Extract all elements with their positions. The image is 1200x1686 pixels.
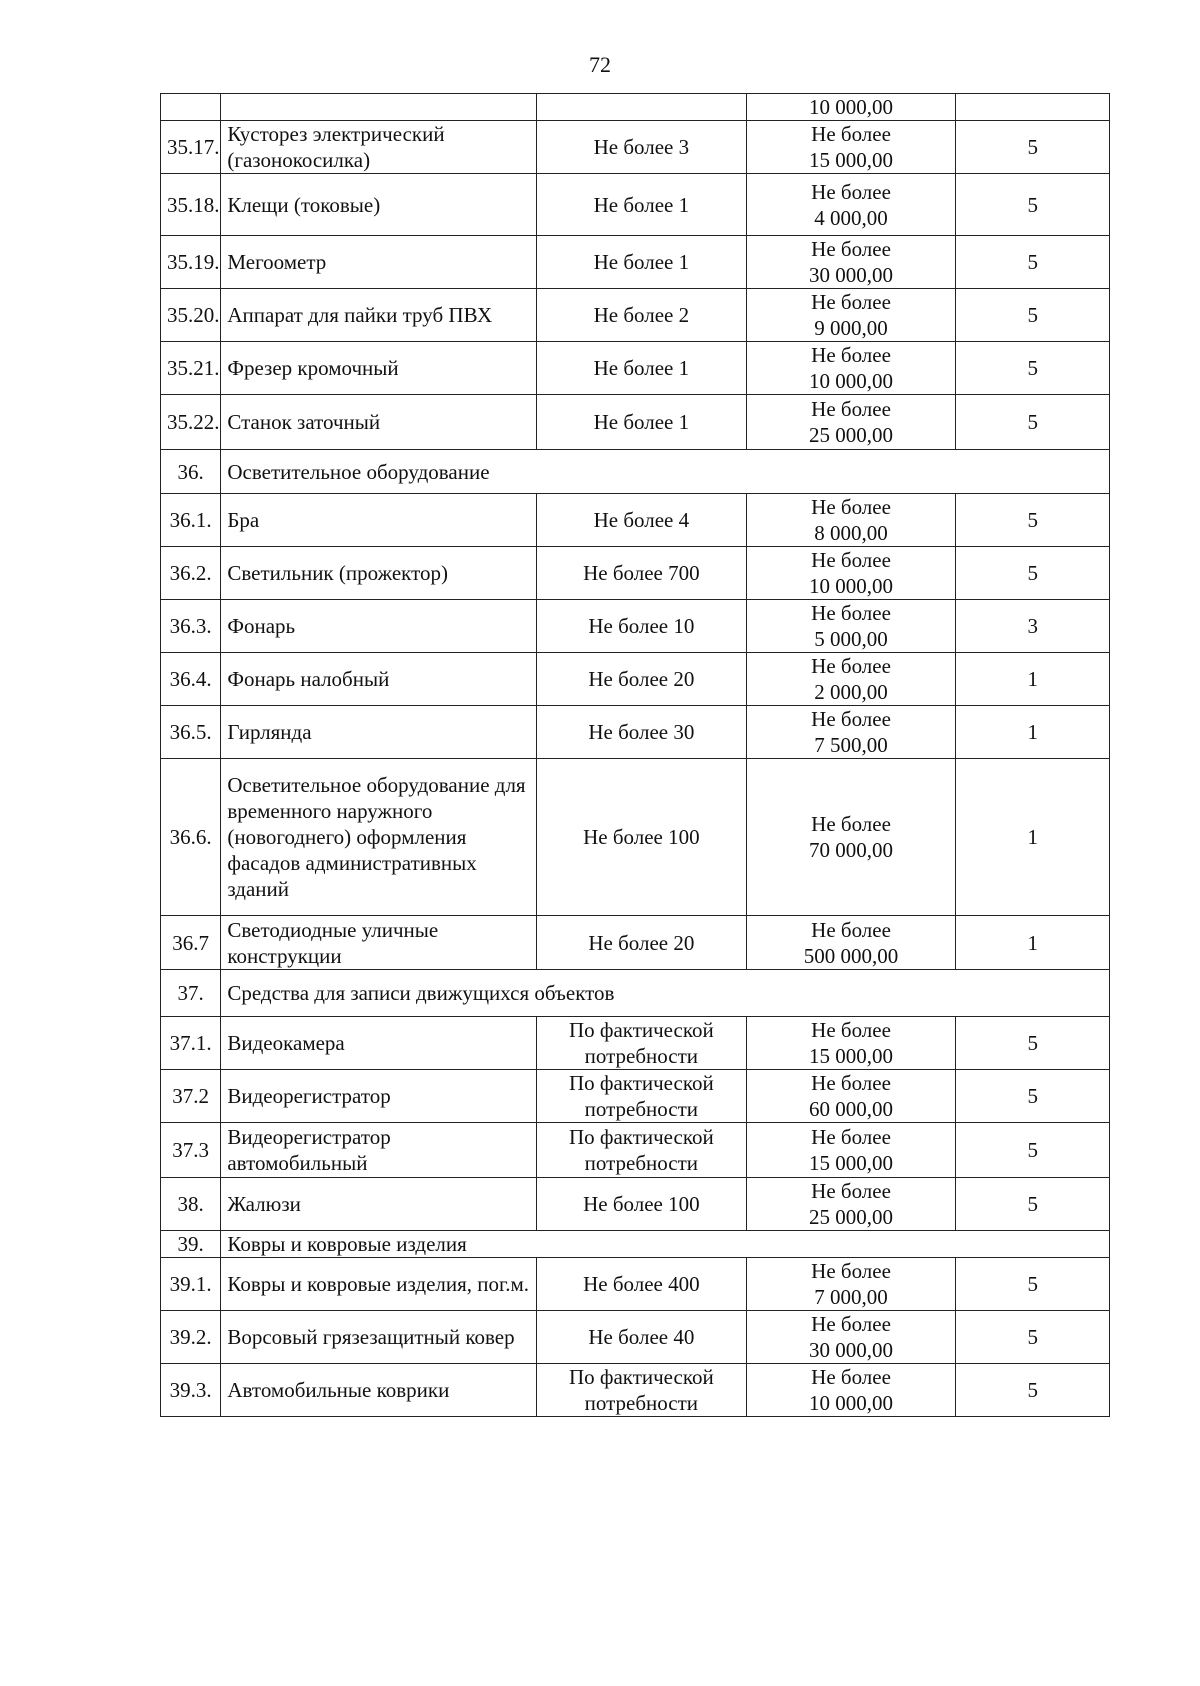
quantity-cell: Не более 20: [536, 653, 746, 706]
price-value: 15 000,00: [809, 1151, 894, 1175]
row-number-cell: 36.2.: [161, 547, 221, 600]
quantity-cell: Не более 4: [536, 494, 746, 547]
service-life-cell: 5: [956, 1123, 1110, 1178]
item-name-cell: Жалюзи: [221, 1178, 537, 1231]
item-name-cell: Фонарь: [221, 600, 537, 653]
price-value: 9 000,00: [814, 316, 888, 340]
price-prefix: Не более: [811, 397, 891, 421]
price-value: 7 000,00: [814, 1285, 888, 1309]
price-prefix: Не более: [811, 1018, 891, 1042]
item-row: [161, 1311, 1110, 1364]
service-life-cell: 1: [956, 653, 1110, 706]
item-name-cell: [221, 94, 537, 121]
quantity-cell: Не более 1: [536, 342, 746, 395]
price-cell: [746, 1070, 956, 1123]
norms-table-body: [161, 94, 1110, 1417]
service-life-cell: 1: [956, 916, 1110, 970]
section-row: [161, 970, 1110, 1017]
price-cell: [746, 289, 956, 342]
price-prefix: Не более: [811, 1071, 891, 1095]
item-name-cell: Автомобильные коврики: [221, 1364, 537, 1417]
item-row: [161, 600, 1110, 653]
price-cell: [746, 600, 956, 653]
row-number-cell: 35.20.: [161, 289, 221, 342]
item-row: [161, 706, 1110, 759]
item-name-cell: Фонарь налобный: [221, 653, 537, 706]
item-row: [161, 395, 1110, 450]
price-value: 4 000,00: [814, 205, 888, 230]
service-life-cell: 5: [956, 121, 1110, 174]
item-row: [161, 759, 1110, 916]
item-name-cell: Видеорегистратор автомобильный: [221, 1123, 537, 1178]
price-value: 15 000,00: [809, 148, 894, 172]
price-value: 10 000,00: [809, 1391, 894, 1415]
norms-table: [160, 93, 1110, 1417]
page-number: 72: [589, 52, 611, 77]
quantity-cell: Не более 100: [536, 759, 746, 916]
service-life-cell: 5: [956, 1017, 1110, 1070]
price-value: 8 000,00: [814, 521, 888, 545]
price-value: 7 500,00: [814, 733, 888, 757]
price-prefix: Не более: [811, 1312, 891, 1336]
price-value: 70 000,00: [809, 838, 894, 862]
item-name-cell: Фрезер кромочный: [221, 342, 537, 395]
item-row: [161, 494, 1110, 547]
row-number-cell: 37.3: [161, 1123, 221, 1178]
item-row: [161, 916, 1110, 970]
row-number-cell: 35.18.: [161, 174, 221, 236]
price-value: 30 000,00: [809, 1338, 894, 1362]
quantity-cell: По фактической потребности: [536, 1123, 746, 1178]
item-row: [161, 1017, 1110, 1070]
price-value: 30 000,00: [809, 263, 894, 287]
row-number-cell: 37.2: [161, 1070, 221, 1123]
quantity-cell: По фактической потребности: [536, 1364, 746, 1417]
price-prefix: Не более: [811, 495, 891, 519]
service-life-cell: 3: [956, 600, 1110, 653]
row-number-cell: 35.22.: [161, 395, 221, 450]
price-cell: [746, 916, 956, 970]
price-prefix: Не более: [811, 548, 891, 572]
quantity-cell: Не более 1: [536, 236, 746, 289]
item-row: [161, 1123, 1110, 1178]
quantity-cell: По фактической потребности: [536, 1070, 746, 1123]
row-number-cell: 35.19.: [161, 236, 221, 289]
item-name-cell: Кусторез электрический (газонокосилка): [221, 121, 537, 174]
price-value: 60 000,00: [809, 1097, 894, 1121]
section-title-cell: Средства для записи движущихся объектов: [221, 970, 1110, 1017]
price-cell: [746, 759, 956, 916]
row-number-cell: 36.1.: [161, 494, 221, 547]
item-name-cell: Ворсовый грязезащитный ковер: [221, 1311, 537, 1364]
quantity-cell: По фактической потребности: [536, 1017, 746, 1070]
price-prefix: Не более: [811, 1125, 891, 1149]
price-value: 15 000,00: [809, 1044, 894, 1068]
row-number-cell: 36.3.: [161, 600, 221, 653]
row-number-cell: 36.7: [161, 916, 221, 970]
section-title-cell: Ковры и ковровые изделия: [221, 1231, 1110, 1258]
quantity-cell: Не более 2: [536, 289, 746, 342]
service-life-cell: 1: [956, 759, 1110, 916]
price-cell: [746, 342, 956, 395]
quantity-cell: Не более 40: [536, 1311, 746, 1364]
price-value: 500 000,00: [803, 943, 899, 968]
service-life-cell: 5: [956, 174, 1110, 236]
price-value: 10 000,00: [809, 369, 894, 393]
price-cell: [746, 174, 956, 236]
service-life-cell: 5: [956, 395, 1110, 450]
service-life-cell: 1: [956, 706, 1110, 759]
item-row: [161, 1258, 1110, 1311]
item-name-cell: Аппарат для пайки труб ПВХ: [221, 289, 537, 342]
row-number-cell: [161, 94, 221, 121]
row-number-cell: 38.: [161, 1178, 221, 1231]
item-name-cell: Станок заточный: [221, 395, 537, 450]
quantity-cell: Не более 1: [536, 395, 746, 450]
price-prefix: Не более: [811, 1365, 891, 1389]
section-number-cell: 36.: [161, 450, 221, 494]
price-cell: [746, 121, 956, 174]
price-cell: [746, 1017, 956, 1070]
price-cell: [746, 1311, 956, 1364]
service-life-cell: 5: [956, 1311, 1110, 1364]
row-number-cell: 36.6.: [161, 759, 221, 916]
carry-over-row: [161, 94, 1110, 121]
price-cell: 10 000,00: [746, 94, 956, 121]
price-value: 2 000,00: [814, 680, 888, 704]
service-life-cell: 5: [956, 342, 1110, 395]
item-row: [161, 1364, 1110, 1417]
price-prefix: Не более: [811, 654, 891, 678]
service-life-cell: 5: [956, 494, 1110, 547]
item-row: [161, 289, 1110, 342]
quantity-cell: Не более 30: [536, 706, 746, 759]
price-prefix: Не более: [811, 179, 891, 204]
section-row: [161, 450, 1110, 494]
item-name-cell: Клещи (токовые): [221, 174, 537, 236]
section-number-cell: 37.: [161, 970, 221, 1017]
row-number-cell: 35.17.: [161, 121, 221, 174]
row-number-cell: 35.21.: [161, 342, 221, 395]
price-cell: [746, 706, 956, 759]
price-cell: [746, 1123, 956, 1178]
service-life-cell: 5: [956, 1364, 1110, 1417]
service-life-cell: 5: [956, 1178, 1110, 1231]
price-cell: [746, 1364, 956, 1417]
service-life-cell: 5: [956, 1070, 1110, 1123]
item-name-cell: Бра: [221, 494, 537, 547]
item-row: [161, 1070, 1110, 1123]
item-row: [161, 653, 1110, 706]
section-number-cell: 39.: [161, 1231, 221, 1258]
item-row: [161, 121, 1110, 174]
quantity-cell: Не более 10: [536, 600, 746, 653]
item-name-cell: Видеокамера: [221, 1017, 537, 1070]
price-cell: [746, 1258, 956, 1311]
quantity-cell: Не более 100: [536, 1178, 746, 1231]
quantity-cell: Не более 3: [536, 121, 746, 174]
quantity-cell: Не более 400: [536, 1258, 746, 1311]
row-number-cell: 36.4.: [161, 653, 221, 706]
quantity-cell: [536, 94, 746, 121]
service-life-cell: 5: [956, 289, 1110, 342]
row-number-cell: 39.2.: [161, 1311, 221, 1364]
item-name-cell: Мегоометр: [221, 236, 537, 289]
price-cell: [746, 395, 956, 450]
row-number-cell: 36.5.: [161, 706, 221, 759]
section-row: [161, 1231, 1110, 1258]
price-cell: [746, 653, 956, 706]
row-number-cell: 39.3.: [161, 1364, 221, 1417]
price-value: 5 000,00: [814, 627, 888, 651]
item-row: [161, 174, 1110, 236]
item-name-cell: Ковры и ковровые изделия, пог.м.: [221, 1258, 537, 1311]
price-prefix: Не более: [811, 237, 891, 261]
price-value: 10 000,00: [809, 574, 894, 598]
price-value: 25 000,00: [809, 423, 894, 447]
item-name-cell: Осветительное оборудование для временного наружного (новогоднего) оформления фасадов административных зданий: [221, 759, 537, 916]
price-cell: [746, 547, 956, 600]
price-prefix: Не более: [811, 601, 891, 625]
price-prefix: Не более: [811, 707, 891, 731]
item-name-cell: Гирлянда: [221, 706, 537, 759]
price-prefix: Не более: [811, 290, 891, 314]
price-prefix: Не более: [811, 122, 891, 146]
price-prefix: Не более: [811, 1259, 891, 1283]
price-cell: [746, 236, 956, 289]
quantity-cell: Не более 20: [536, 916, 746, 970]
item-name-cell: Светильник (прожектор): [221, 547, 537, 600]
item-row: [161, 342, 1110, 395]
quantity-cell: Не более 700: [536, 547, 746, 600]
item-name-cell: Светодиодные уличные конструкции: [221, 916, 537, 970]
section-title-cell: Осветительное оборудование: [221, 450, 1110, 494]
price-prefix: Не более: [811, 812, 891, 836]
price-cell: [746, 494, 956, 547]
service-life-cell: 5: [956, 236, 1110, 289]
service-life-cell: 5: [956, 1258, 1110, 1311]
service-life-cell: 5: [956, 547, 1110, 600]
price-prefix: Не более: [811, 1179, 891, 1203]
price-prefix: Не более: [811, 343, 891, 367]
price-prefix: Не более: [811, 917, 891, 942]
item-row: [161, 547, 1110, 600]
item-row: [161, 1178, 1110, 1231]
item-row: [161, 236, 1110, 289]
price-value: 25 000,00: [809, 1205, 894, 1229]
quantity-cell: Не более 1: [536, 174, 746, 236]
item-name-cell: Видеорегистратор: [221, 1070, 537, 1123]
row-number-cell: 39.1.: [161, 1258, 221, 1311]
row-number-cell: 37.1.: [161, 1017, 221, 1070]
service-life-cell: [956, 94, 1110, 121]
price-cell: [746, 1178, 956, 1231]
